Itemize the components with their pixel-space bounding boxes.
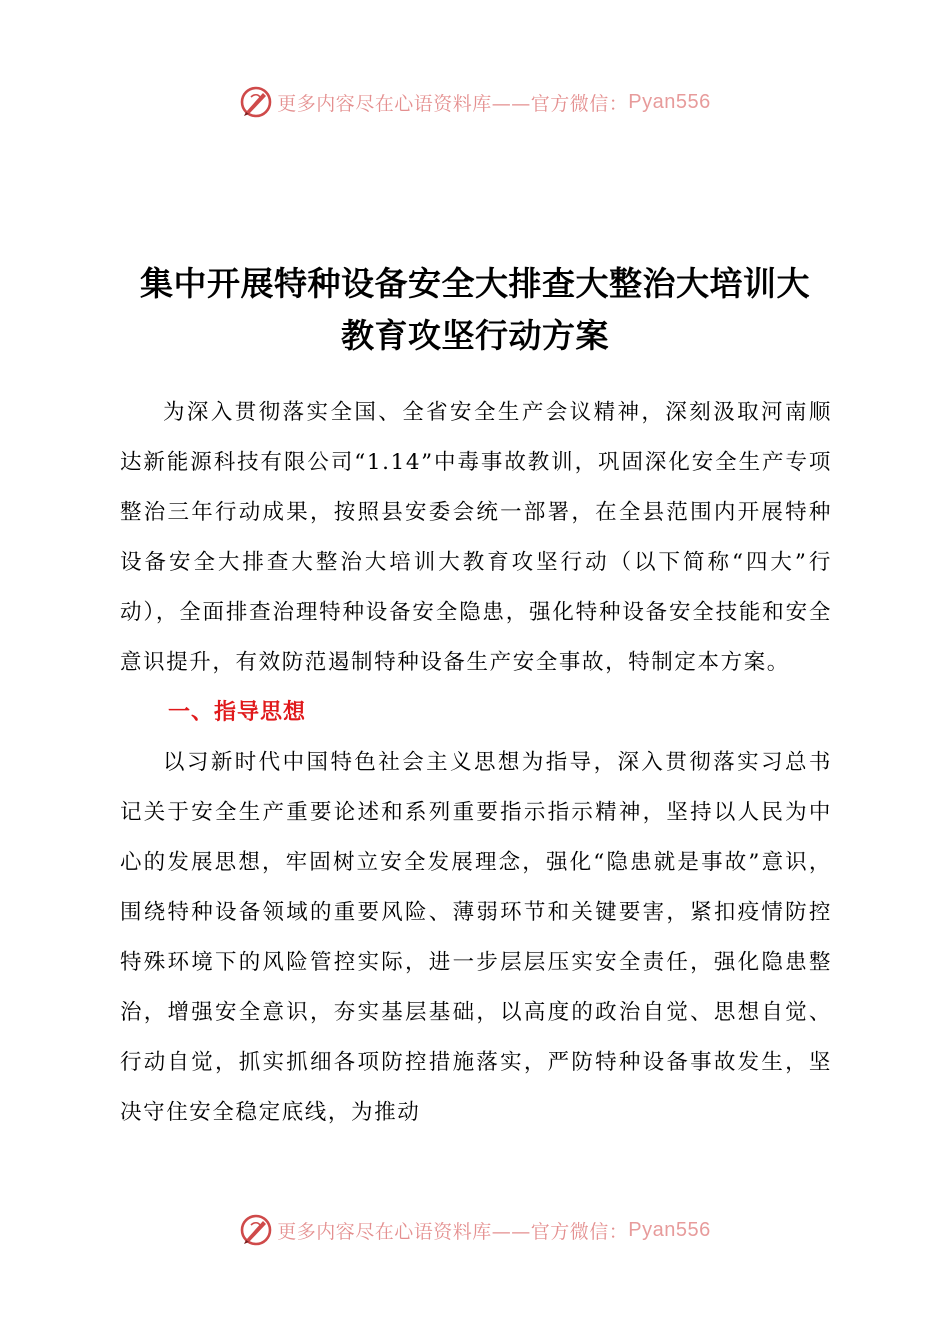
title-line-2: 教育攻坚行动方案 bbox=[341, 316, 609, 355]
pen-logo-icon bbox=[239, 1213, 273, 1247]
watermark-text: 更多内容尽在心语资料库——官方微信： bbox=[277, 92, 629, 115]
document-body bbox=[120, 388, 832, 1138]
document-title bbox=[100, 258, 850, 362]
section-1-heading: 一、指导思想 bbox=[168, 700, 307, 725]
watermark-wechat-id: Pyan556 bbox=[628, 1218, 711, 1241]
watermark-header bbox=[0, 80, 950, 124]
watermark-text: 更多内容尽在心语资料库——官方微信： bbox=[277, 1220, 629, 1243]
intro-paragraph: 为深入贯彻落实全国、全省安全生产会议精神，深刻汲取河南顺达新能源科技有限公司“1.14”中毒事故教训，巩固深化安全生产专项整治三年行动成果，按照县安委会统一部署，在全县范围内开展特种设备安全大排查大整治大培训大教育攻坚行动（以下简称“四大”行动），全面排查治理特种设备安全隐患，强化特种设备安全技能和安全意识提升，有效防范遏制特种设备生产安全事故，特制定本方案。 bbox=[120, 400, 832, 675]
watermark-footer bbox=[0, 1208, 950, 1252]
title-line-1: 集中开展特种设备安全大排查大整治大培训大 bbox=[140, 264, 810, 303]
pen-logo-icon bbox=[239, 85, 273, 119]
watermark-wechat-id: Pyan556 bbox=[628, 90, 711, 113]
section-1-paragraph: 以习新时代中国特色社会主义思想为指导，深入贯彻落实习总书记关于安全生产重要论述和系列重要指示指示精神，坚持以人民为中心的发展思想，牢固树立安全发展理念，强化“隐患就是事故”意识，围绕特种设备领域的重要风险、薄弱环节和关键要害，紧扣疫情防控特殊环境下的风险管控实际，进一步层层压实安全责任，强化隐患整治，增强安全意识，夯实基层基础，以高度的政治自觉、思想自觉、行动自觉，抓实抓细各项防控措施落实，严防特种设备事故发生，坚决守住安全稳定底线，为推动 bbox=[120, 750, 832, 1125]
